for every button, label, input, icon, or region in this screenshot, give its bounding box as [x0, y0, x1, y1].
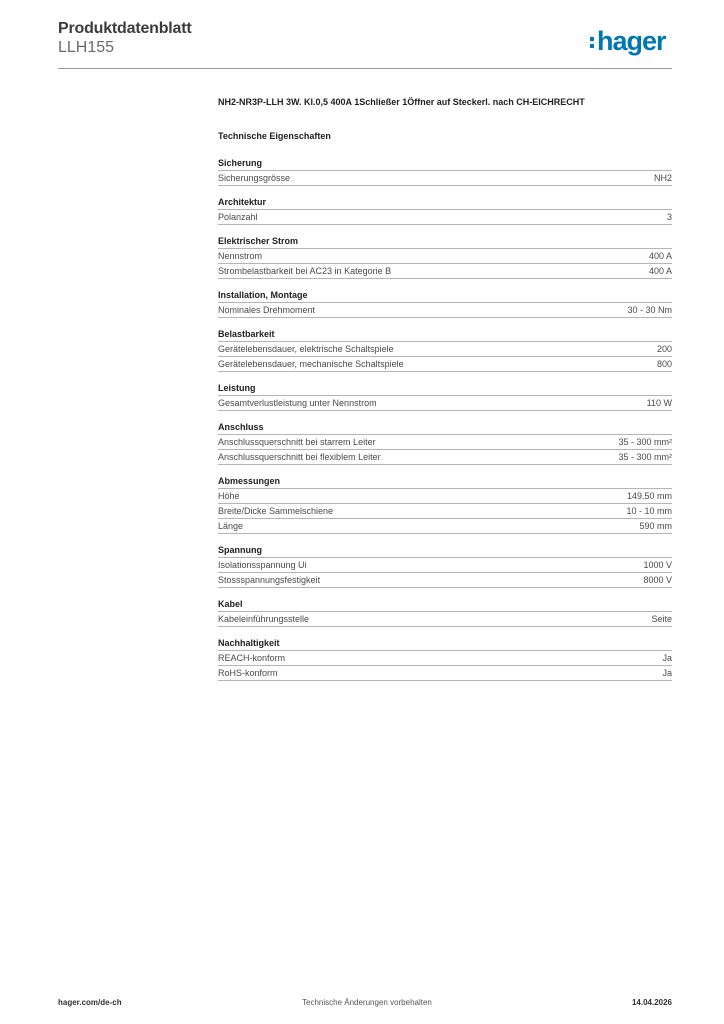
- property-section: [218, 157, 672, 186]
- property-label: Nominales Drehmoment: [218, 305, 316, 315]
- property-row: [218, 210, 672, 225]
- section-title: Nachhaltigkeit: [218, 637, 672, 651]
- property-value: 200: [656, 344, 672, 354]
- property-row: [218, 249, 672, 264]
- property-row: [218, 303, 672, 318]
- section-title: Kabel: [218, 598, 672, 612]
- section-title: Abmessungen: [218, 475, 672, 489]
- property-value: 35 - 300 mm²: [618, 437, 672, 447]
- header-divider: [58, 68, 672, 69]
- logo-dots-icon: [590, 37, 594, 48]
- property-label: Stossspannungsfestigkeit: [218, 575, 321, 585]
- footer-notice: Technische Änderungen vorbehalten: [302, 998, 432, 1007]
- property-label: Anschlussquerschnitt bei flexiblem Leiter: [218, 452, 381, 462]
- property-row: [218, 612, 672, 627]
- property-value: 8000 V: [643, 575, 672, 585]
- property-label: Nennstrom: [218, 251, 263, 261]
- property-row: [218, 396, 672, 411]
- property-row: [218, 573, 672, 588]
- property-label: Strombelastbarkeit bei AC23 in Kategorie B: [218, 266, 392, 276]
- datasheet-content: [218, 96, 672, 681]
- footer-date: 14.04.2026: [631, 998, 672, 1007]
- logo-wordmark: hager: [597, 25, 666, 56]
- property-section: [218, 637, 672, 681]
- property-row: [218, 651, 672, 666]
- property-row: [218, 264, 672, 279]
- section-title: Leistung: [218, 382, 672, 396]
- property-label: REACH-konform: [218, 653, 286, 663]
- product-code: LLH155: [58, 39, 115, 56]
- property-label: Kabeleinführungsstelle: [218, 614, 310, 624]
- property-value: 10 - 10 mm: [626, 506, 672, 516]
- property-row: [218, 450, 672, 465]
- property-value: Seite: [651, 614, 672, 624]
- section-title: Belastbarkeit: [218, 328, 672, 342]
- property-section: [218, 328, 672, 372]
- footer-website-link[interactable]: hager.com/de-ch: [58, 998, 122, 1007]
- property-value: 3: [666, 212, 672, 222]
- property-sections: [218, 157, 672, 681]
- section-title: Sicherung: [218, 157, 672, 171]
- property-row: [218, 357, 672, 372]
- property-label: Breite/Dicke Sammelschiene: [218, 506, 334, 516]
- property-value: 590 mm: [639, 521, 672, 531]
- property-value: 400 A: [648, 251, 672, 261]
- property-section: [218, 235, 672, 279]
- property-row: [218, 666, 672, 681]
- page-title: Produktdatenblatt: [58, 20, 192, 37]
- property-value: Ja: [662, 653, 672, 663]
- property-label: Anschlussquerschnitt bei starrem Leiter: [218, 437, 376, 447]
- product-description: NH2-NR3P-LLH 3W. Kl.0,5 400A 1Schließer 1Öffner auf Steckerl. nach CH-EICHRECHT: [218, 97, 585, 107]
- property-value: 110 W: [646, 398, 672, 408]
- property-value: NH2: [653, 173, 672, 183]
- property-value: Ja: [662, 668, 672, 678]
- property-label: Polanzahl: [218, 212, 258, 222]
- property-value: 30 - 30 Nm: [627, 305, 672, 315]
- property-label: Gesamtverlustleistung unter Nennstrom: [218, 398, 377, 408]
- section-title: Architektur: [218, 196, 672, 210]
- section-title: Elektrischer Strom: [218, 235, 672, 249]
- property-label: Isolationsspannung Ui: [218, 560, 307, 570]
- property-section: [218, 382, 672, 411]
- property-label: Höhe: [218, 491, 240, 501]
- property-value: 1000 V: [643, 560, 672, 570]
- property-label: RoHS-konform: [218, 668, 278, 678]
- property-label: Gerätelebensdauer, mechanische Schaltspiele: [218, 359, 404, 369]
- property-label: Gerätelebensdauer, elektrische Schaltspiele: [218, 344, 394, 354]
- section-title: Installation, Montage: [218, 289, 672, 303]
- property-value: 800: [656, 359, 672, 369]
- section-title: Anschluss: [218, 421, 672, 435]
- property-value: 149.50 mm: [626, 491, 672, 501]
- property-section: [218, 544, 672, 588]
- property-row: [218, 489, 672, 504]
- hager-logo: [590, 26, 674, 56]
- property-row: [218, 504, 672, 519]
- property-row: [218, 342, 672, 357]
- property-section: [218, 196, 672, 225]
- property-row: [218, 435, 672, 450]
- property-label: Sicherungsgrösse: [218, 173, 291, 183]
- property-value: 35 - 300 mm²: [618, 452, 672, 462]
- property-section: [218, 289, 672, 318]
- property-value: 400 A: [648, 266, 672, 276]
- property-section: [218, 421, 672, 465]
- property-row: [218, 171, 672, 186]
- property-section: [218, 598, 672, 627]
- section-title: Spannung: [218, 544, 672, 558]
- property-section: [218, 475, 672, 534]
- technical-properties-heading: Technische Eigenschaften: [218, 131, 331, 141]
- property-label: Länge: [218, 521, 244, 531]
- property-row: [218, 519, 672, 534]
- property-row: [218, 558, 672, 573]
